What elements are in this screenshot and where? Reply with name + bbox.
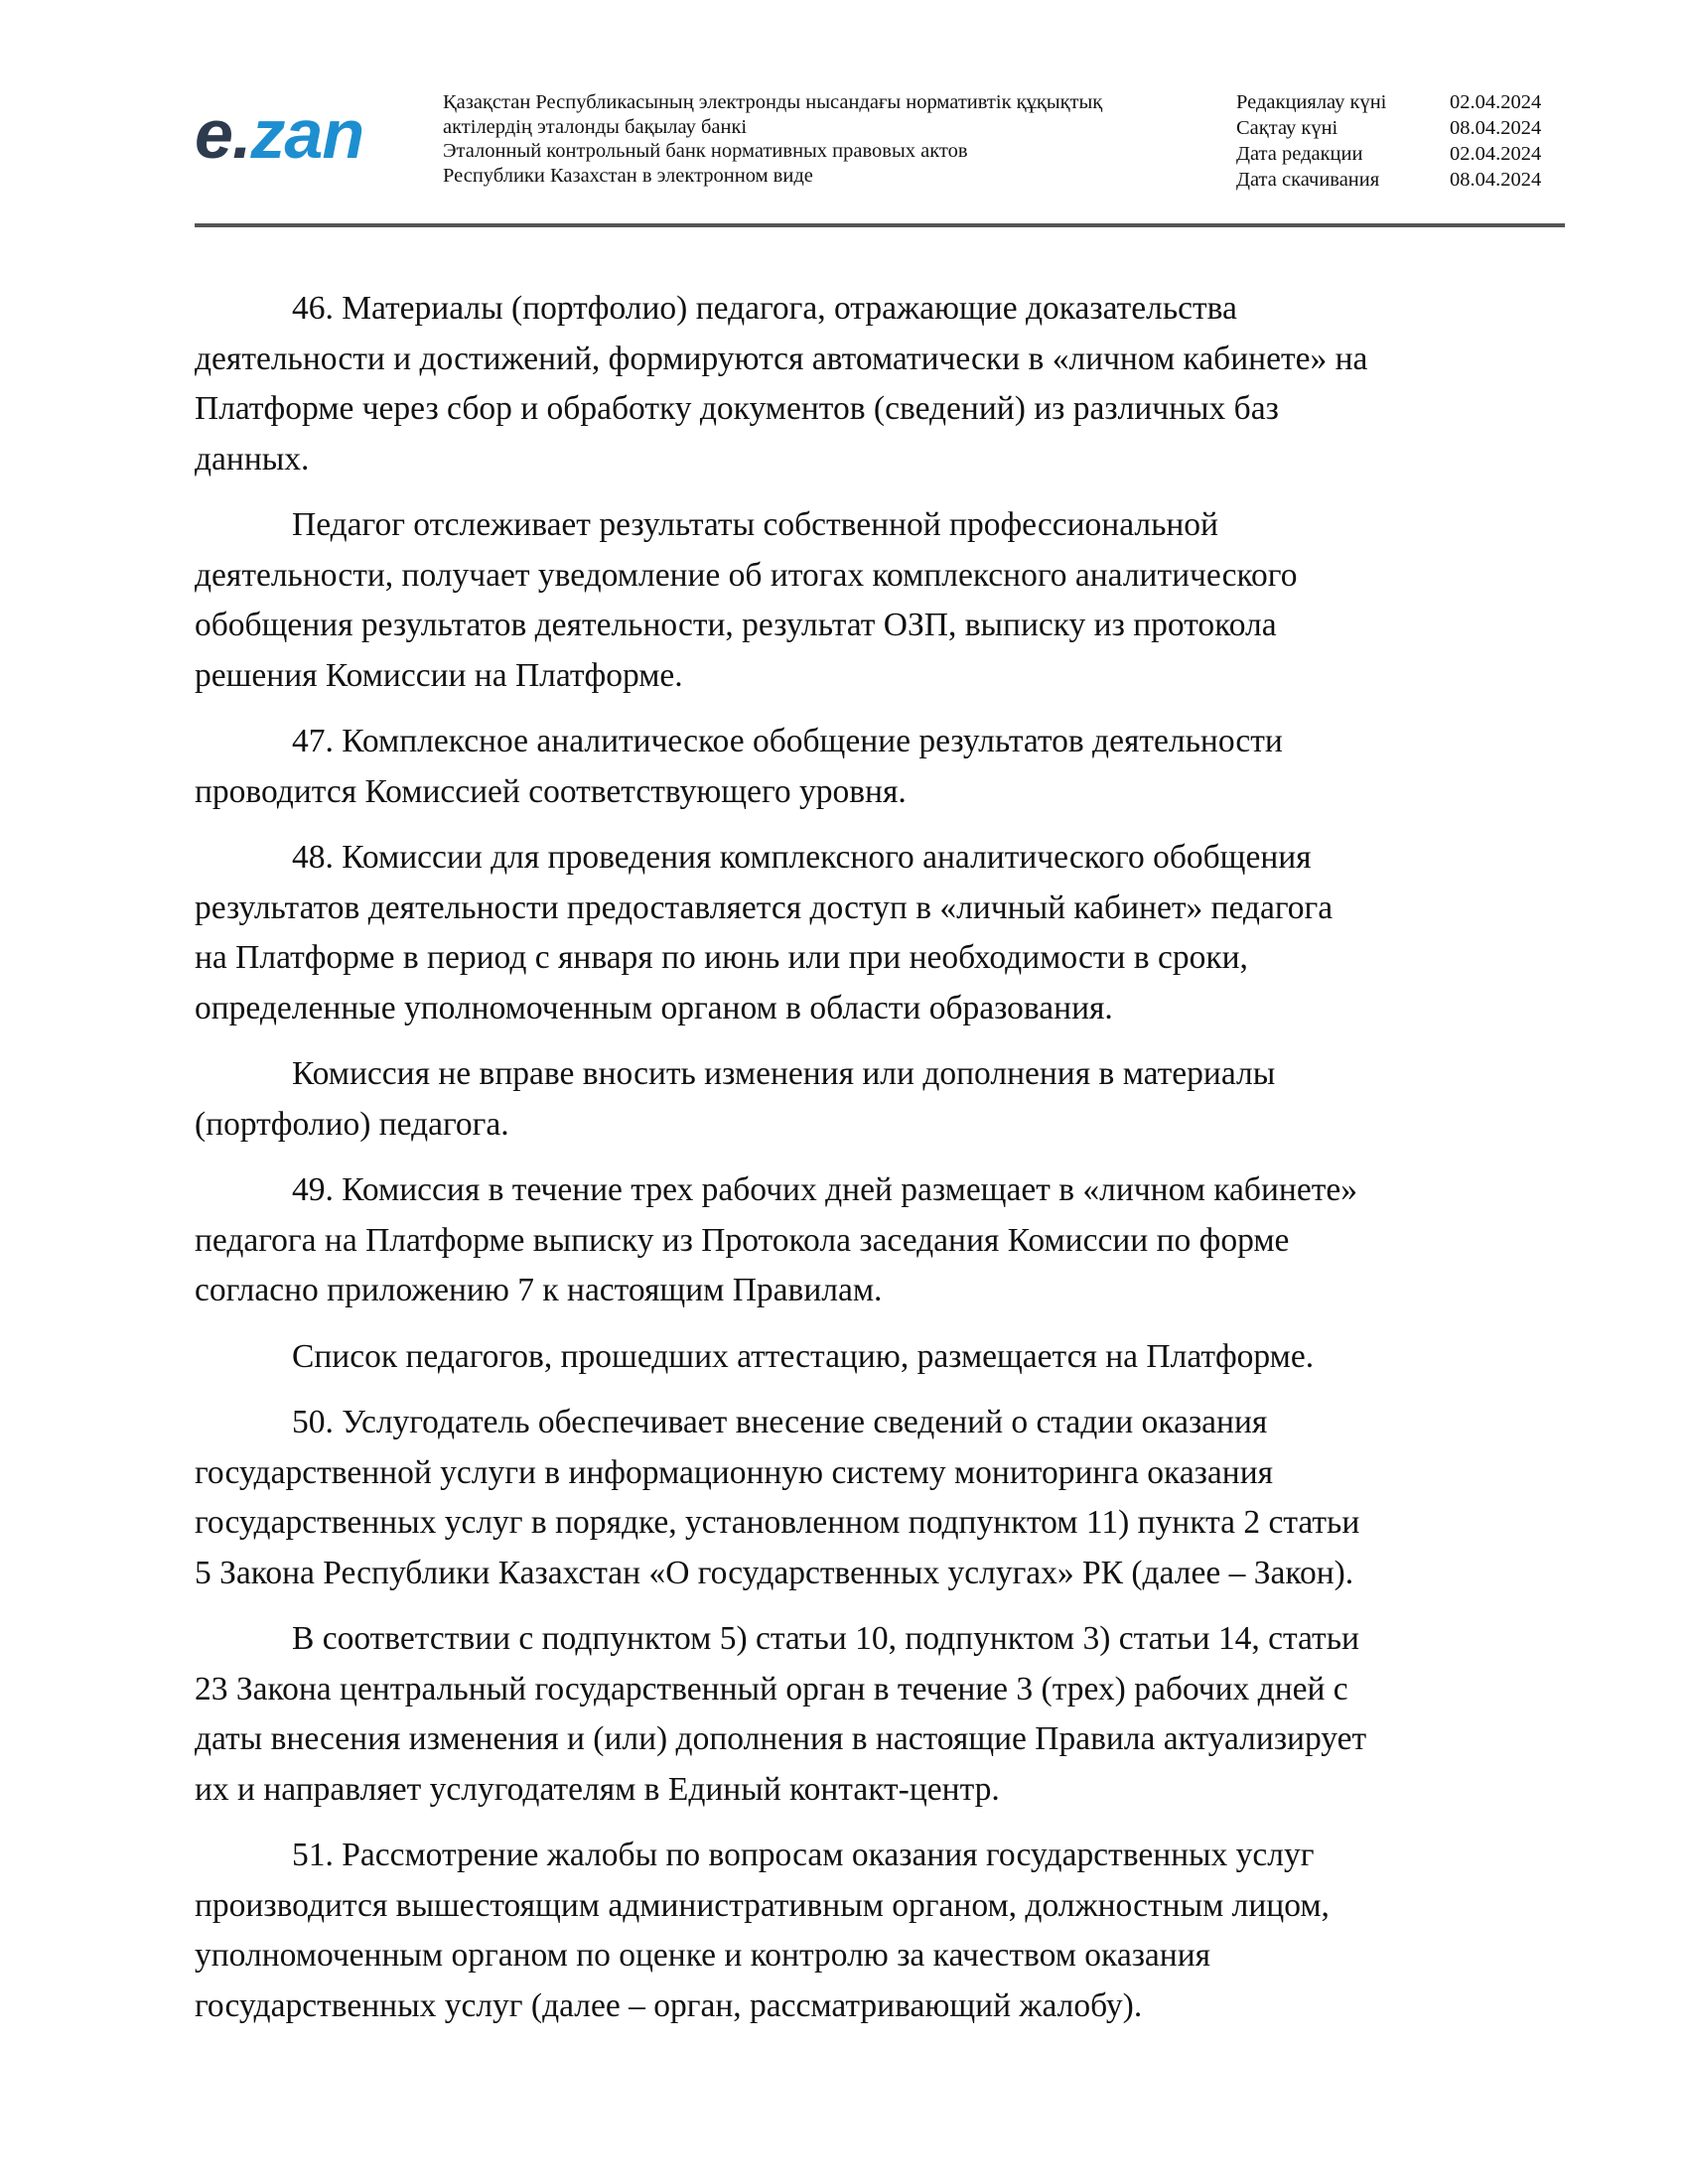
bank-name: [443, 90, 1178, 188]
paragraph-line: их и направляет услугодателям в Единый контакт-центр.: [195, 1770, 1000, 1808]
paragraph-line: деятельности, получает уведомление об итогах комплексного аналитического: [195, 556, 1298, 594]
meta-value: 02.04.2024: [1450, 91, 1542, 113]
paragraph-line: государственных услуг (далее – орган, рассматривающий жалобу).: [195, 1986, 1143, 2024]
paragraph-line: 51. Рассмотрение жалобы по вопросам оказания государственных услуг: [292, 1837, 1315, 1873]
paragraph-line: на Платформе в период с января по июнь или при необходимости в сроки,: [195, 939, 1248, 976]
paragraph-line: Педагог отслеживает результаты собственной профессиональной: [292, 506, 1218, 543]
paragraph-line: Комиссия не вправе вносить изменения или дополнения в материалы: [292, 1055, 1276, 1092]
meta-row-save-date-kz: [1236, 115, 1574, 141]
paragraph: [195, 1614, 1565, 1815]
paragraph-line: 5 Закона Республики Казахстан «О государственных услугах» РК (далее – Закон).: [195, 1554, 1354, 1591]
document-dates: [1236, 89, 1574, 193]
document-body: [195, 284, 1565, 2047]
bank-name-line: Қазақстан Республикасының электронды нысандағы нормативтік құқықтық: [443, 91, 1103, 113]
paragraph-line: (портфолио) педагога.: [195, 1105, 509, 1143]
paragraph: [195, 284, 1565, 484]
paragraph: [195, 1165, 1565, 1316]
document-header: [0, 0, 1688, 230]
paragraph-line: государственной услуги в информационную систему мониторинга оказания: [195, 1453, 1274, 1491]
paragraph-line: 47. Комплексное аналитическое обобщение результатов деятельности: [292, 723, 1283, 759]
meta-label: Дата редакции: [1236, 143, 1363, 165]
paragraph-line: 23 Закона центральный государственный орган в течение 3 (трех) рабочих дней с: [195, 1670, 1348, 1707]
paragraph-line: проводится Комиссией соответствующего уровня.: [195, 772, 907, 810]
paragraph: [195, 1332, 1565, 1383]
paragraph: [195, 717, 1565, 817]
header-divider: [195, 223, 1565, 227]
bank-name-line: Республики Казахстан в электронном виде: [443, 164, 813, 187]
paragraph-line: 50. Услугодатель обеспечивает внесение сведений о стадии оказания: [292, 1404, 1268, 1440]
bank-name-line: Эталонный контрольный банк нормативных правовых актов: [443, 140, 968, 162]
paragraph-line: результатов деятельности предоставляется доступ в «личный кабинет» педагога: [195, 888, 1334, 926]
paragraph-line: решения Комиссии на Платформе.: [195, 656, 683, 694]
meta-label: Сақтау күні: [1236, 117, 1338, 139]
meta-label: Дата скачивания: [1236, 169, 1380, 191]
paragraph-line: уполномоченным органом по оценке и контролю за качеством оказания: [195, 1937, 1211, 1974]
paragraph-line: даты внесения изменения и (или) дополнения в настоящие Правила актуализирует: [195, 1720, 1367, 1757]
meta-value: 08.04.2024: [1450, 169, 1542, 191]
paragraph-line: педагога на Платформе выписку из Протокола заседания Комиссии по форме: [195, 1221, 1290, 1259]
paragraph-line: Список педагогов, прошедших аттестацию, размещается на Платформе.: [292, 1337, 1315, 1375]
ezan-logo[interactable]: [195, 95, 364, 173]
paragraph-line: производится вышестоящим административным органом, должностным лицом,: [195, 1886, 1330, 1924]
paragraph-line: 49. Комиссия в течение трех рабочих дней размещает в «личном кабинете»: [292, 1171, 1357, 1208]
paragraph-line: В соответствии с подпунктом 5) статьи 10, подпунктом 3) статьи 14, статьи: [292, 1620, 1359, 1657]
paragraph-line: деятельности и достижений, формируются автоматически в «личном кабинете» на: [195, 340, 1368, 377]
paragraph-line: обобщения результатов деятельности, результат ОЗП, выписку из протокола: [195, 607, 1277, 643]
logo-suffix: zan: [250, 95, 364, 173]
paragraph: [195, 833, 1565, 1033]
paragraph: [195, 1831, 1565, 2031]
meta-row-download-date-ru: [1236, 167, 1574, 193]
meta-value: 02.04.2024: [1450, 143, 1542, 165]
paragraph-line: 46. Материалы (портфолио) педагога, отражающие доказательства: [292, 290, 1237, 327]
meta-row-edit-date-kz: [1236, 89, 1574, 115]
paragraph: [195, 1049, 1565, 1150]
paragraph-line: определенные уполномоченным органом в области образования.: [195, 989, 1113, 1026]
paragraph-line: Платформе через сбор и обработку документов (сведений) из различных баз: [195, 390, 1279, 427]
meta-value: 08.04.2024: [1450, 117, 1542, 139]
bank-name-line: актілердің эталонды бақылау банкі: [443, 115, 748, 138]
paragraph-line: 48. Комиссии для проведения комплексного аналитического обобщения: [292, 839, 1312, 876]
logo-prefix: e: [195, 95, 232, 173]
paragraph: [195, 1398, 1565, 1598]
meta-label: Редакциялау күні: [1236, 91, 1387, 113]
paragraph-line: согласно приложению 7 к настоящим Правилам.: [195, 1272, 883, 1308]
logo-dot: .: [231, 95, 251, 173]
paragraph: [195, 500, 1565, 701]
paragraph-line: данных.: [195, 440, 310, 478]
meta-row-edit-date-ru: [1236, 141, 1574, 167]
paragraph-line: государственных услуг в порядке, установленном подпунктом 11) пункта 2 статьи: [195, 1504, 1360, 1541]
